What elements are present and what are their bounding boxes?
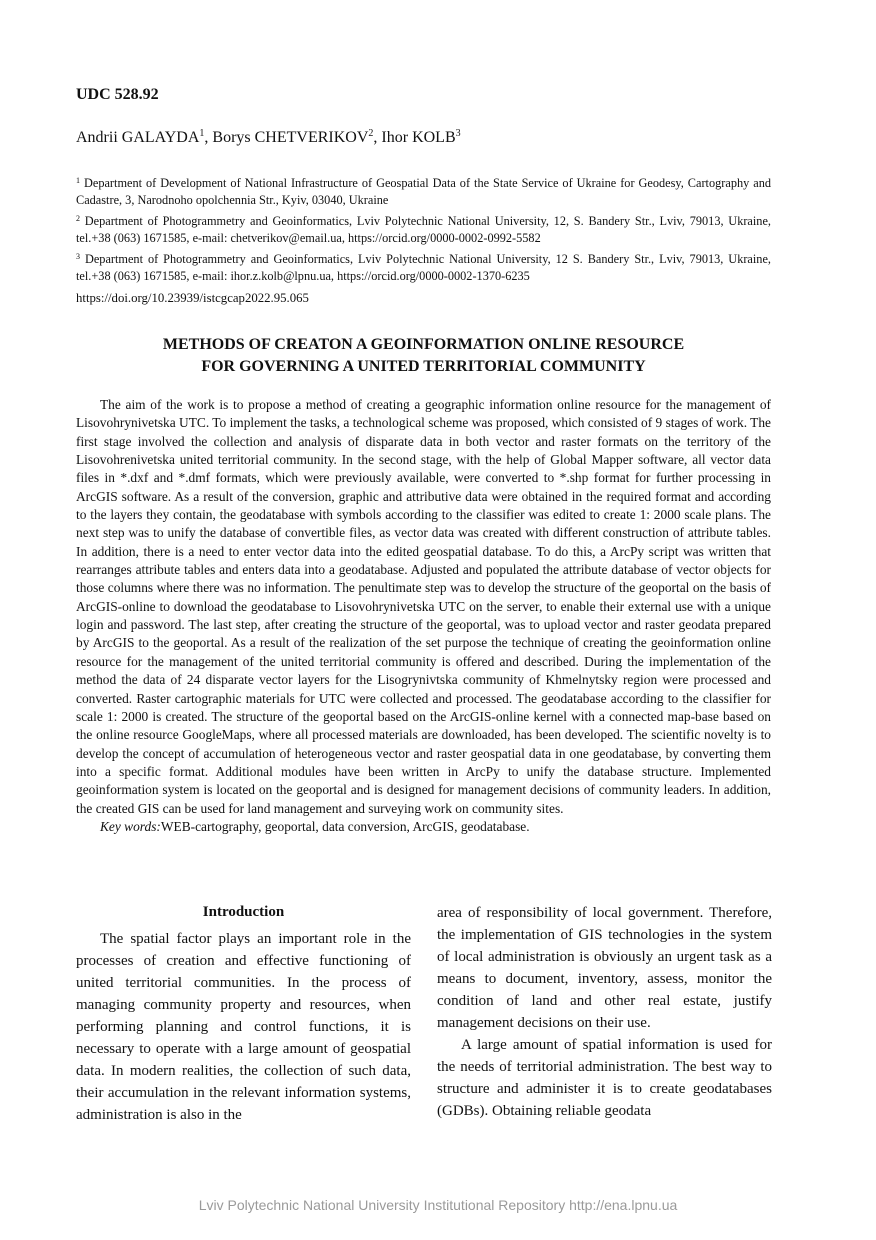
author-name: Ihor KOLB: [381, 129, 456, 146]
author-affiliation-mark: 2: [368, 128, 374, 139]
abstract: [76, 396, 771, 836]
keywords: [76, 818, 771, 836]
affiliation-item: [76, 248, 771, 286]
udc-code: UDC 528.92: [76, 86, 159, 103]
repository-footer: Lviv Polytechnic National University Institutional Repository http://ena.lpnu.ua: [198, 1197, 678, 1213]
affiliation-mark: 2: [76, 213, 80, 223]
doi-link[interactable]: https://doi.org/10.23939/istcgcap2022.95.065: [76, 291, 309, 305]
author-list: [76, 128, 461, 147]
body-paragraph: The spatial factor plays an important role in the processes of creation and effective functioning of united territorial communities. In the process of managing community property and resources, when performing planning and control functions, it is necessary to operate with a large amount of geospatial data. In modern realities, the collection of such data, their accumulation in the relevant information systems, administration is also in the: [76, 931, 411, 1123]
introduction-left-column: [76, 902, 411, 1126]
author-separator: ,: [204, 129, 213, 146]
paper-title-line: FOR GOVERNING A UNITED TERRITORIAL COMMUNITY: [201, 357, 646, 375]
affiliation-text: Department of Development of National Infrastructure of Geospatial Data of the State Service of Ukraine for Geodesy, Cartography and Cadastre, 3, Narodnoho opolchennia Str., Kyiv, 03040, Ukraine: [76, 176, 771, 208]
author-affiliation-mark: 1: [199, 128, 205, 139]
affiliations: [76, 172, 771, 285]
affiliation-mark: 1: [76, 176, 80, 185]
affiliation-mark: 3: [76, 251, 80, 261]
affiliation-item: [76, 210, 771, 248]
paper-title: [76, 334, 771, 377]
keywords-text: WEB-cartography, geoportal, data conversion, ArcGIS, geodatabase.: [160, 818, 530, 834]
body-paragraph-continuation: area of responsibility of local government. Therefore, the implementation of GIS technologies in the system of local administration is obviously an urgent task as a means to document, inventory, assess, monitor the condition of land and other real estate, justify management decisions on their use.: [437, 905, 772, 1031]
author-affiliation-mark: 3: [455, 128, 461, 139]
introduction-right-column: [437, 902, 772, 1122]
keywords-label: Key words:: [100, 818, 161, 834]
abstract-text: The aim of the work is to propose a method of creating a geographic information online resource for the management of Lisovohrynivetska UTC. To implement the tasks, a technological scheme was proposed, which consisted of 9 stages of work. The first stage involved the collection and analysis of disparate data in both vector and raster formats on the territory of the Lisovohrenivetska united territorial community. In the second stage, with the help of Global Mapper software, all vector data files in *.dxf and *.dmf formats, which were previously available, were converted to *.shp format for further processing in ArcGIS software. As a result of the conversion, graphic and attributive data were obtained in the required format and according to the layers they contain, the geodatabase with symbols according to the classifier was edited to create 1: 2000 scale plans. The next step was to unify the database of convertible files, as vector data was created with different construction of attribute tables. In addition, there is a need to enter vector data into the edited geospatial database. To do this, a ArcPy script was written that rearranges attribute tables and enters data into a geodatabase. Adjusted and populated the attribute database of vector objects for those columns where there was no information. The penultimate step was to develop the structure of the geoportal on the basis of ArcGIS-online to download the geodatabase to Lisovohrynivetska UTC on the server, to enable their external use with a unique login and password. The last step, after creating the structure of the geoportal, was to upload vector and raster geodata prepared by ArcGIS to the geoportal. As a result of the realization of the set purpose the technique of creating the geoinformation online resource for the management of the united territorial community is offered and described. During the implementation of the method the data of 24 disparate vector layers for the Lisogrynivtska community of Khmelnytsky region were processed and converted. Raster cartographic materials for UTC were collected and processed. The geodatabase according to the classifier for scale 1: 2000 is created. The structure of the geoportal based on the ArcGIS-online kernel with a connected map-base based on the online resource GoogleMaps, where all processed materials are downloaded, has been developed. The scientific novelty is to develop the concept of accumulation of heterogeneous vector and raster geospatial data in one geodatabase, by converting them into a specific format. Additional modules have been written in ArcPy to unify the database structure. Implemented geoinformation system is located on the geoportal and is designed for management decisions of community leaders. In addition, the created GIS can be used for land management and surveying work on community sites.: [76, 397, 771, 816]
author-name: Borys CHETVERIKOV: [212, 129, 369, 146]
paper-title-line: METHODS OF CREATON A GEOINFORMATION ONLINE RESOURCE: [162, 336, 685, 353]
body-paragraph: A large amount of spatial information is used for the needs of territorial administration. The best way to structure and administer it is to create geodatabases (GDBs). Obtaining reliable geodata: [437, 1037, 772, 1119]
author-separator: ,: [373, 129, 382, 146]
affiliation-text[interactable]: Department of Photogrammetry and Geoinformatics, Lviv Polytechnic National University, 12, S. Bandery Str., Lviv, 79013, Ukraine, tel.+38 (063) 1671585, e-mail: chetverikov@email.ua, https://orcid.org/0000-0002-0992-5582: [76, 213, 771, 246]
affiliation-item: [76, 172, 771, 210]
affiliation-text[interactable]: Department of Photogrammetry and Geoinformatics, Lviv Polytechnic National University, 12 S. Bandery Str., Lviv, 79013, Ukraine, tel.+38 (063) 1671585, e-mail: ihor.z.kolb@lpnu.ua, https://orcid.org/0000-0002-1370-6235: [76, 251, 771, 284]
section-heading-introduction: Introduction: [202, 904, 285, 920]
author-name: Andrii GALAYDA: [76, 129, 200, 146]
